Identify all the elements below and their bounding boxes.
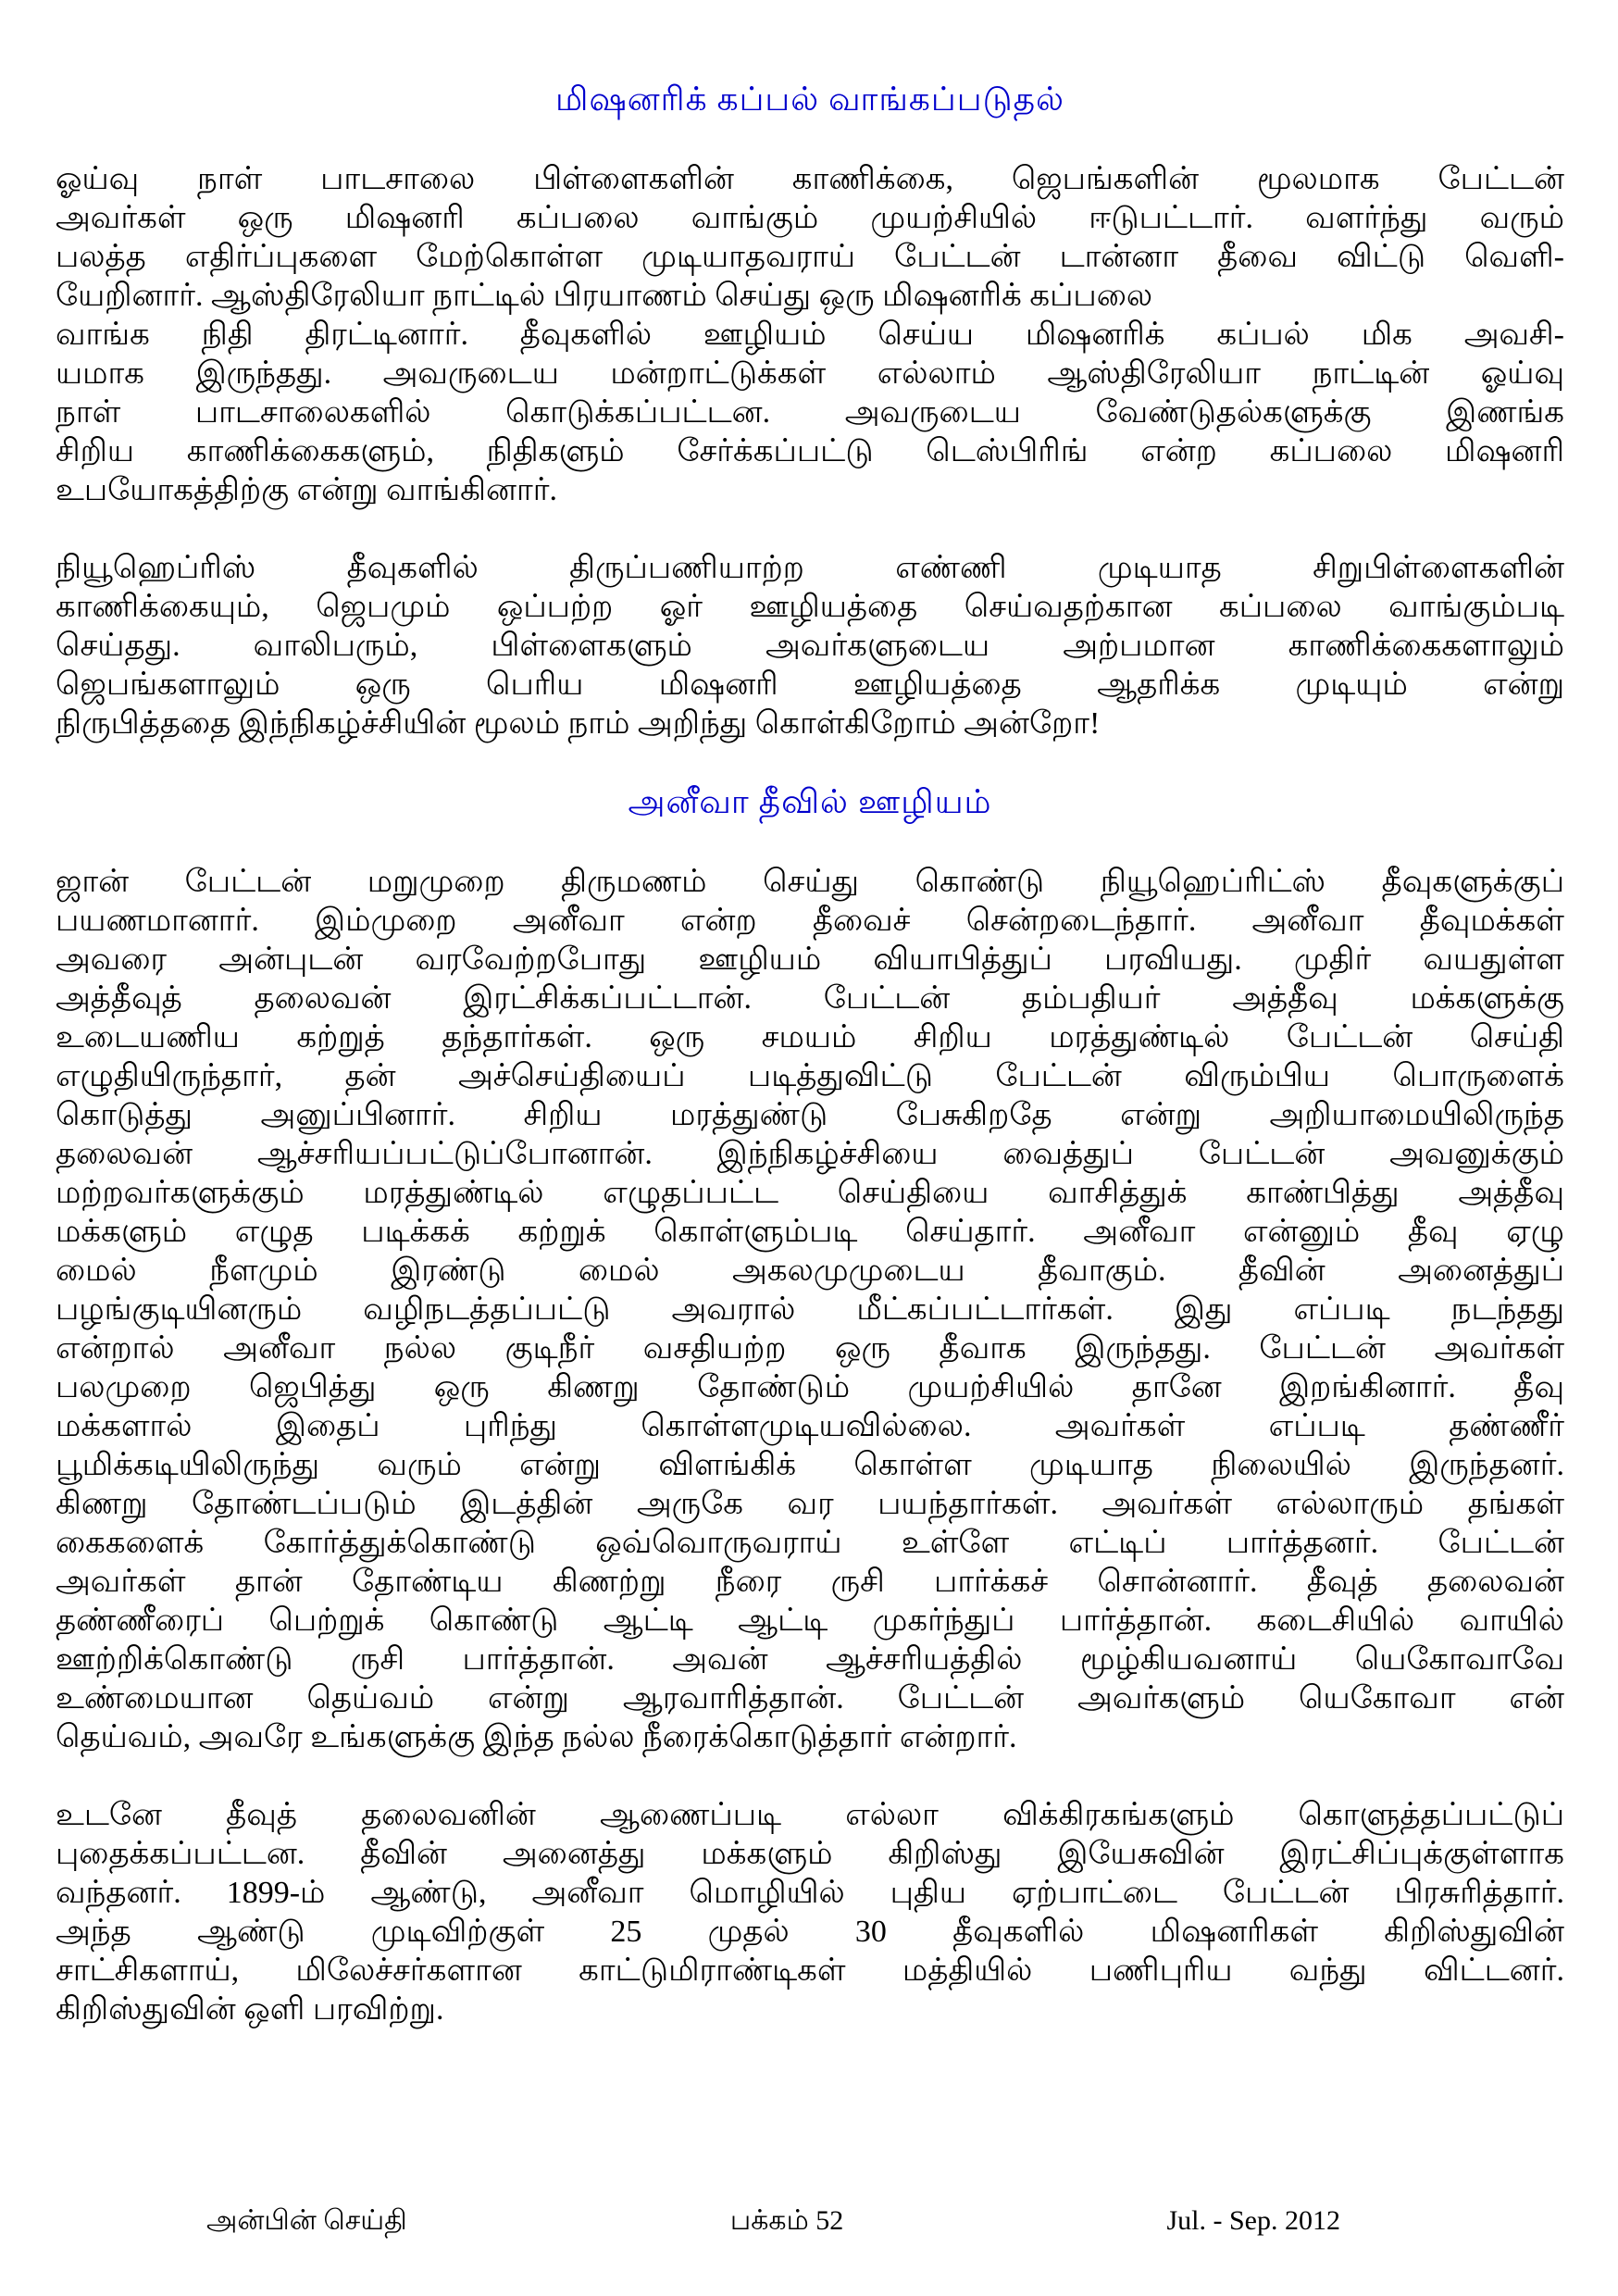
text-line: அவர்கள் ஒரு மிஷனரி கப்பலை வாங்கும் முயற்சியில் ஈடுபட்டார். வளர்ந்து வரும் [56,201,1564,235]
text-line: ஜான் பேட்டன் மறுமுறை திருமணம் செய்து கொண்டு நியூஹெப்ரிட்ஸ் தீவுகளுக்குப் [56,865,1564,899]
text-line: உபயோகத்திற்கு என்று வாங்கினார். [56,473,557,507]
text-line: கைகளைக் கோர்த்துக்கொண்டு ஒவ்வொருவராய் உள்ளே எட்டிப் பார்த்தனர். பேட்டன் [56,1526,1564,1560]
text-line: தெய்வம், அவரே உங்களுக்கு இந்த நல்ல நீரைக்கொடுத்தார் என்றார். [56,1720,1017,1754]
text-line: தண்ணீரைப் பெற்றுக் கொண்டு ஆட்டி ஆட்டி முகர்ந்துப் பார்த்தான். கடைசியில் வாயில் [56,1603,1564,1638]
footer-page-number: பக்கம் 52 [729,2205,844,2236]
text-line: அத்தீவுத் தலைவன் இரட்சிக்கப்பட்டான். பேட்டன் தம்பதியர் அத்தீவு மக்களுக்கு [56,981,1564,1016]
text-line: அந்த ஆண்டு முடிவிற்குள் 25 முதல் 30 தீவுகளில் மிஷனரிகள் கிறிஸ்துவின் [56,1915,1564,1949]
section-heading-aniwa-ministry: அனீவா தீவில் ஊழியம் [628,783,992,820]
paragraph [56,1796,1564,2029]
text-line: பழங்குடியினரும் வழிநடத்தப்பட்டு அவரால் மீட்கப்பட்டார்கள். இது எப்படி நடந்தது [56,1292,1565,1327]
text-line: சாட்சிகளாய், மிலேச்சர்களான காட்டுமிராண்டிகள் மத்தியில் பணிபுரிய வந்து விட்டனர். [56,1953,1564,1988]
text-line: பலத்த எதிர்ப்புகளை மேற்கொள்ள முடியாதவராய் பேட்டன் டான்னா தீவை விட்டு வெளி- [56,240,1564,274]
text-line: பலமுறை ஜெபித்து ஒரு கிணறு தோண்டும் முயற்சியில் தானே இறங்கினார். தீவு [56,1370,1564,1404]
text-line: தலைவன் ஆச்சரியப்பட்டுப்போனான். இந்நிகழ்ச்சியை வைத்துப் பேட்டன் அவனுக்கும் [56,1137,1564,1171]
text-line: மக்களும் எழுத படிக்கக் கற்றுக் கொள்ளும்படி செய்தார். அனீவா என்னும் தீவு ஏழு [56,1215,1564,1249]
text-line: செய்தது. வாலிபரும், பிள்ளைகளும் அவர்களுடைய அற்பமான காணிக்கைகளாலும் [56,629,1564,663]
text-line: ஓய்வு நாள் பாடசாலை பிள்ளைகளின் காணிக்கை, ஜெபங்களின் மூலமாக பேட்டன் [56,162,1564,196]
text-line: மற்றவர்களுக்கும் மரத்துண்டில் எழுதப்பட்ட செய்தியை வாசித்துக் காண்பித்து அத்தீவு [56,1176,1564,1210]
text-line: உடையணிய கற்றுத் தந்தார்கள். ஒரு சமயம் சிறிய மரத்துண்டில் பேட்டன் செய்தி [56,1020,1564,1054]
text-line: நியூஹெப்ரிஸ் தீவுகளில் திருப்பணியாற்ற எண்ணி முடியாத சிறுபிள்ளைகளின் [56,551,1564,585]
text-line: எழுதியிருந்தார், தன் அச்செய்தியைப் படித்துவிட்டு பேட்டன் விரும்பிய பொருளைக் [56,1059,1564,1093]
text-line: பயணமானார். இம்முறை அனீவா என்ற தீவைச் சென்றடைந்தார். அனீவா தீவுமக்கள் [56,904,1564,938]
section-heading-missionary-ship: மிஷனரிக் கப்பல் வாங்கப்படுதல் [555,81,1064,118]
text-line: சிறிய காணிக்கைகளும், நிதிகளும் சேர்க்கப்பட்டு டெஸ்பிரிங் என்ற கப்பலை மிஷனரி [56,434,1564,468]
text-line: மக்களால் இதைப் புரிந்து கொள்ளமுடியவில்லை. அவர்கள் எப்படி தண்ணீர் [56,1409,1564,1443]
paragraph [56,863,1564,1757]
text-line: கொடுத்து அனுப்பினார். சிறிய மரத்துண்டு பேசுகிறதே என்று அறியாமையிலிருந்த [56,1098,1564,1132]
text-line: புதைக்கப்பட்டன. தீவின் அனைத்து மக்களும் கிறிஸ்து இயேசுவின் இரட்சிப்புக்குள்ளாக [56,1837,1564,1871]
paragraph [56,160,1564,510]
text-line: என்றால் அனீவா நல்ல குடிநீர் வசதியற்ற ஒரு தீவாக இருந்தது. பேட்டன் அவர்கள் [56,1331,1564,1366]
text-line: உடனே தீவுத் தலைவனின் ஆணைப்படி எல்லா விக்கிரகங்களும் கொளுத்தப்பட்டுப் [56,1798,1564,1832]
text-line: கிணறு தோண்டப்படும் இடத்தின் அருகே வர பயந்தார்கள். அவர்கள் எல்லாரும் தங்கள் [56,1487,1564,1521]
text-line: அவரை அன்புடன் வரவேற்றபோது ஊழியம் வியாபித்துப் பரவியது. முதிர் வயதுள்ள [56,942,1564,977]
footer-date: Jul. - Sep. 2012 [1166,2205,1340,2236]
text-line: பூமிக்கடியிலிருந்து வரும் என்று விளங்கிக் கொள்ள முடியாத நிலையில் இருந்தனர். [56,1448,1564,1482]
text-line: வாங்க நிதி திரட்டினார். தீவுகளில் ஊழியம் செய்ய மிஷனரிக் கப்பல் மிக அவசி- [56,318,1564,352]
text-line: யேறினார். ஆஸ்திரேலியா நாட்டில் பிரயாணம் செய்து ஒரு மிஷனரிக் கப்பலை [56,279,1153,313]
page-footer [0,2205,1618,2240]
text-line: உண்மையான தெய்வம் என்று ஆரவாரித்தான். பேட்டன் அவர்களும் யெகோவா என் [56,1681,1564,1716]
text-line: ஊற்றிக்கொண்டு ருசி பார்த்தான். அவன் ஆச்சரியத்தில் மூழ்கியவனாய் யெகோவாவே [56,1642,1564,1677]
text-line: வந்தனர். 1899-ம் ஆண்டு, அனீவா மொழியில் புதிய ஏற்பாட்டை பேட்டன் பிரசுரித்தார். [56,1876,1564,1910]
text-line: காணிக்கையும், ஜெபமும் ஒப்பற்ற ஓர் ஊழியத்தை செய்வதற்கான கப்பலை வாங்கும்படி [56,590,1565,624]
footer-journal-title: அன்பின் செய்தி [206,2205,407,2236]
text-line: அவர்கள் தான் தோண்டிய கிணற்று நீரை ருசி பார்க்கச் சொன்னார். தீவுத் தலைவன் [56,1565,1564,1599]
text-line: கிறிஸ்துவின் ஒளி பரவிற்று. [56,1992,444,2027]
text-line: நாள் பாடசாலைகளில் கொடுக்கப்பட்டன. அவருடைய வேண்டுதல்களுக்கு இணங்க [56,395,1564,430]
text-line: ஜெபங்களாலும் ஒரு பெரிய மிஷனரி ஊழியத்தை ஆதரிக்க முடியும் என்று [56,668,1564,702]
text-line: யமாக இருந்தது. அவருடைய மன்றாட்டுக்கள் எல்லாம் ஆஸ்திரேலியா நாட்டின் ஓய்வு [56,356,1564,391]
text-line: மைல் நீளமும் இரண்டு மைல் அகலமுமுடைய தீவாகும். தீவின் அனைத்துப் [56,1254,1564,1288]
paragraph [56,549,1564,743]
text-line: நிருபித்ததை இந்நிகழ்ச்சியின் மூலம் நாம் அறிந்து கொள்கிறோம் அன்றோ! [56,706,1101,741]
